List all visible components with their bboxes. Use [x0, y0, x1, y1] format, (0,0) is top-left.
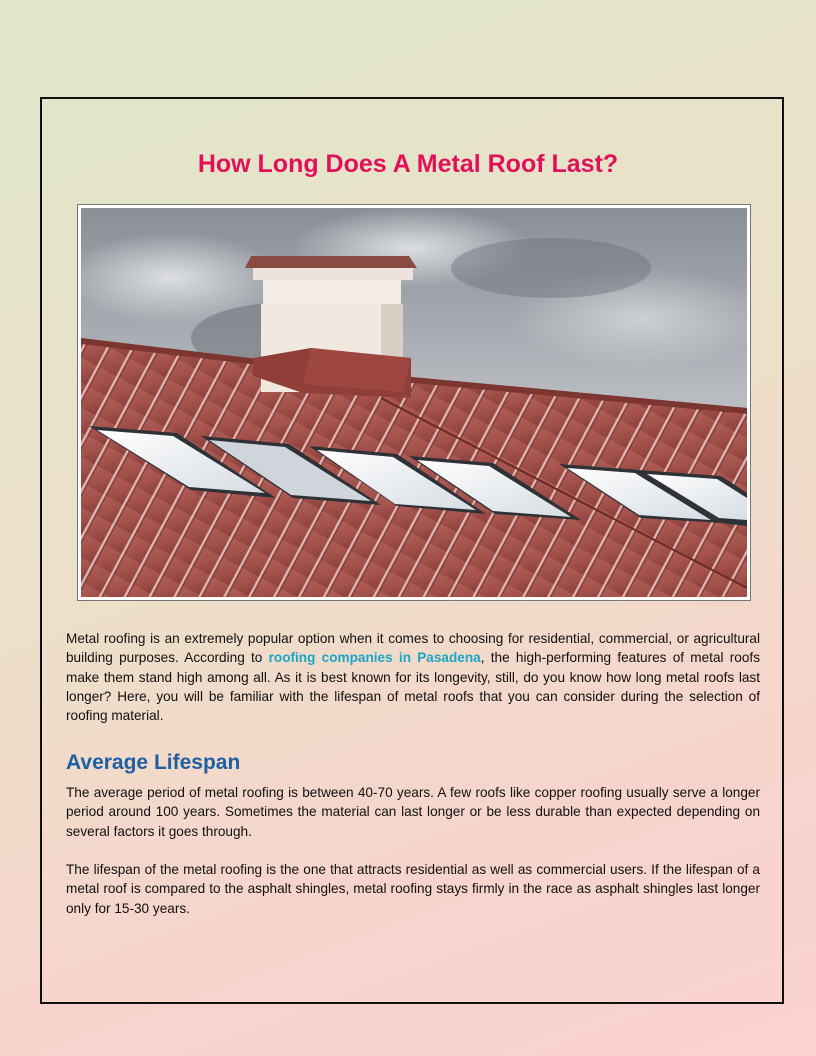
intro-text-start: Metal roofing is an extremely popular option when it comes to choosing for residential, commercial, or agricultural building purposes. According to: [66, 631, 760, 666]
section-heading: Average Lifespan: [66, 751, 241, 774]
intro-paragraph: [66, 629, 760, 725]
lifespan-paragraph-2: The lifespan of the metal roofing is the one that attracts residential as well as commercial users. If the lifespan of a metal roof is compared to the asphalt shingles, metal roofing stays firmly in the race as asphalt shingles last longer only for 15-30 years.: [66, 862, 760, 916]
roof-illustration: [81, 208, 747, 597]
roof-photo: [77, 204, 751, 601]
page-title: How Long Does A Metal Roof Last?: [197, 150, 619, 178]
roofing-companies-link[interactable]: roofing companies in Pasadena: [268, 650, 481, 666]
lifespan-paragraph-1: The average period of metal roofing is between 40-70 years. A few roofs like copper roofing usually serve a longer period around 100 years. Sometimes the material can last longer or be less durable than expected depending on several factors it goes through.: [66, 785, 760, 839]
intro-text-end: , the high-performing features of metal roofs make them stand high among all. As it is best known for its longevity, still, do you know how long metal roofs last longer? Here, you will be familiar with the lifespan of metal roofs that you can consider during the selection of roofing material.: [66, 650, 760, 724]
